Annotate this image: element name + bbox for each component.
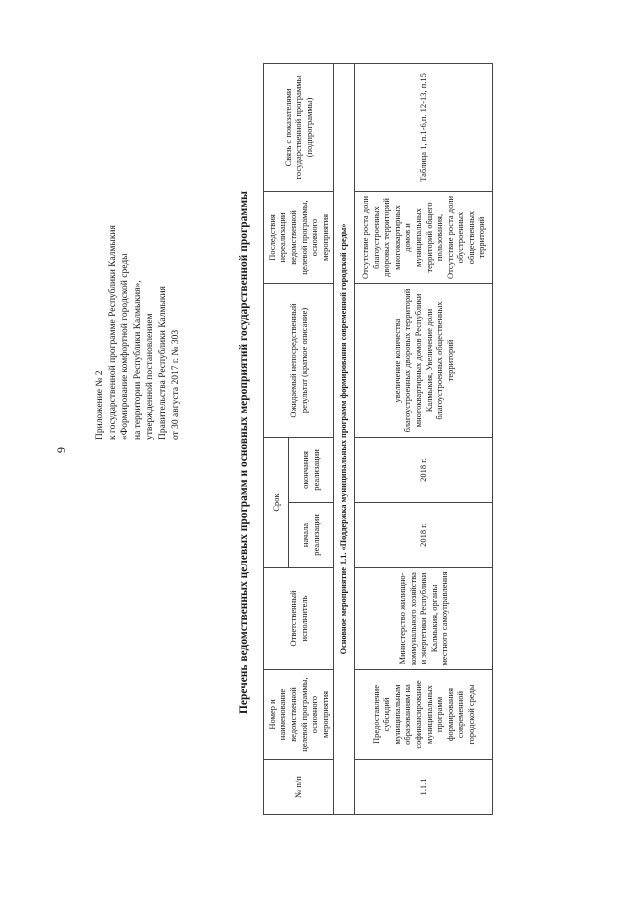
cell-consequences: Отсутствие роста доли благоустроенных дворовых территорий многоквартирных домов и муниципальных территорий общего пользования, Отсутствие роста доли обустроенных общественных территорий [355, 192, 493, 284]
table-section-row [334, 64, 355, 815]
section-title: Основное мероприятие 1.1. «Поддержка муниципальных программ формирования современной городской среды» [334, 64, 355, 815]
header-result: Ожидаемый непосредственный результат (краткое описание) [264, 284, 334, 438]
document-title: Перечень ведомственных целевых программ и основных мероприятий государственной программы [238, 190, 250, 715]
cell-start: 2018 г. [355, 503, 493, 568]
header-period: Срок [264, 438, 289, 568]
table-header-row [264, 64, 289, 815]
cell-result: увеличение количества благоустроенных дворовых территорий многоквартирных домов Республики Калмыкия, Увеличение доли благоустроенных общественных территорий [355, 284, 493, 438]
header-period-start: начала реализации [289, 503, 334, 568]
table-row [355, 64, 493, 815]
header-executor: Ответственный исполнитель [264, 568, 334, 670]
header-consequences: Последствия нереализации ведомственной целевой программы, основного мероприятия [264, 192, 334, 284]
appendix-line: к государственной программе Республики Калмыкия [107, 225, 118, 440]
cell-num: 1.1.1 [355, 760, 493, 815]
header-num: № п/п [264, 760, 334, 815]
appendix-line: Правительства Республики Калмыкия [157, 286, 168, 440]
header-period-end: окончания реализации [289, 438, 334, 503]
cell-link: Таблица 1, п.1-6,п. 12-13, п.15 [355, 64, 493, 192]
appendix-line: Приложение № 2 [95, 370, 105, 440]
page-number: 9 [54, 447, 68, 453]
measures-table [263, 64, 493, 815]
appendix-line: «Формирование комфортной городской среды [120, 253, 131, 440]
header-name: Номер и наименование ведомственной целевой программы, основного мероприятия [264, 670, 334, 760]
appendix-header [94, 120, 182, 440]
cell-executor: Министерство жилищно-коммунального хозяйства и энергетики Республики Калмыкия, органы местного самоуправления [355, 568, 493, 670]
cell-name: Предоставление субсидий муниципальным образованиям на софинансирование муниципальных программ формирования современной городской среды [355, 670, 493, 760]
appendix-line: от 30 августа 2017 г. № 303 [170, 329, 181, 440]
appendix-line: утвержденной постановлением [145, 313, 156, 440]
cell-end: 2018 г. [355, 438, 493, 503]
header-link: Связь с показателями государственной программы (подпрограммы) [264, 64, 334, 192]
appendix-line: на территории Республики Калмыкия», [132, 280, 143, 440]
